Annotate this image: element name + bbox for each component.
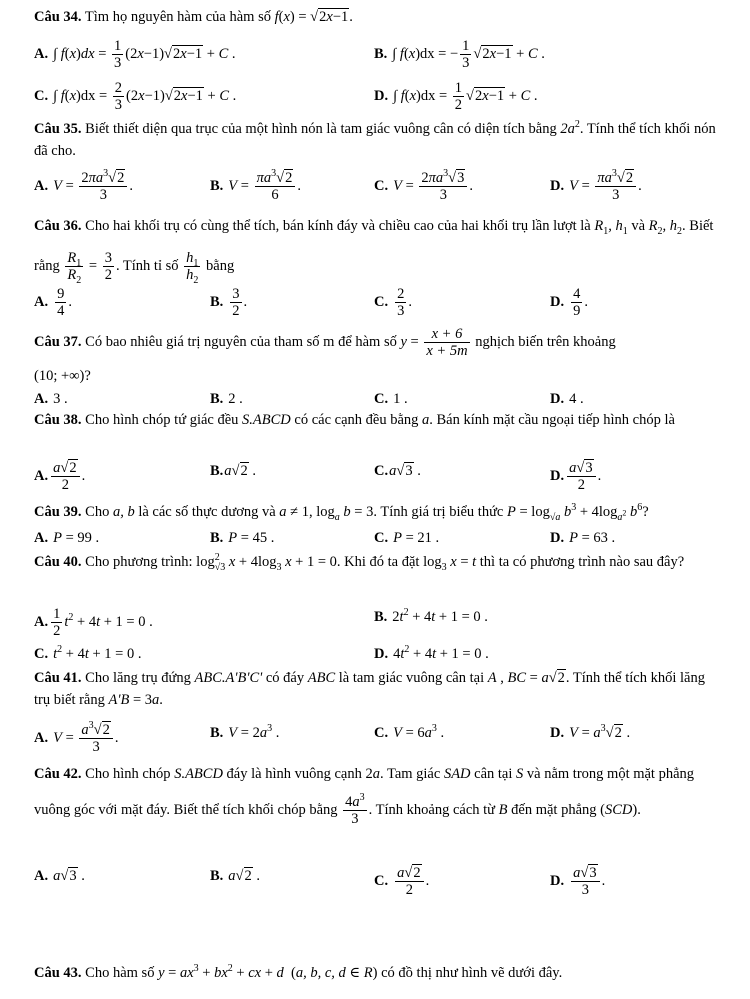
option-39-c[interactable]: C. P = 21 . (374, 530, 440, 546)
question-35: Câu 35. Biết thiết diện qua trục của một hình nón là tam giác vuông cân có diện tích bằng $2a^2$. Tính thể tích khối nón đã cho. (34, 119, 716, 159)
question-43: Câu 43. Cho hàm số $y = ax^3 + bx^2$ + cx + d (a, b, c, d ∈ R) có đồ thị như hình vẽ dưới đây. (34, 963, 563, 981)
question-34: Câu 34. Tìm họ nguyên hàm của hàm số f(x) = √2x−1. (34, 9, 353, 25)
question-42: Câu 42. Cho hình chóp S.ABCD đáy là hình vuông cạnh 2a. Tam giác SAD cân tại S và nằm trong một mặt phẳng vuông góc với mặt đáy. Biết thể tích khối chóp bằng $\frac{4a^3}{3}$ . Tính khoảng cách từ B đến mặt phẳng (SCD). (34, 766, 695, 828)
option-38-a[interactable]: A. $\frac{a√2}{2}$ . (34, 460, 86, 493)
option-39-d[interactable]: D. P = 63 . (550, 530, 616, 546)
question-40: Câu 40. Cho phương trình: $\log^2_{√3} x + 4\log_3$ x + 1 = 0. Khi đó ta đặt $\log_3 x = t$ thì ta có phương trình nào sau đây? (34, 552, 685, 573)
option-37-d[interactable]: D. 4 . (550, 391, 584, 407)
option-34-a[interactable]: A. ∫ f(x)dx = $\frac{1}{3}$ (2x−1)√2x−1 + C . (34, 38, 236, 71)
option-37-a[interactable]: A. 3 . (34, 391, 68, 407)
option-36-a[interactable]: A. $\frac{9}{4}$ . (34, 286, 72, 319)
question-label: Câu 34. (34, 9, 82, 25)
option-34-d[interactable]: D. ∫ f(x)dx = $\frac{1}{2}$ √2x−1 + C . (374, 80, 538, 113)
option-35-a[interactable]: A. V = $\frac{2\pi a^3√2}{3}$ . (34, 168, 134, 203)
question-36: Câu 36. Cho hai khối trụ có cùng thể tích, bán kính đáy và chiều cao của hai khối trụ lần lượt là $R_1$, $h_1$ và $R_2$, $h_2$. Biết rằng $\frac{R_1}{R_2}$ = $\frac{3}{2}$ . Tính tỉ số $\frac{h_1}{h_2}$ bằng (34, 218, 714, 287)
question-39: Câu 39. Cho a, b là các số thực dương và a ≠ 1, $\log_a b = 3$. Tính giá trị biểu thức $P = \log_{√a} b^3 + 4\log_{a^2}$ $b^6$? (34, 502, 649, 523)
option-40-d[interactable]: D. $4t^2 + 4t + 1 = 0$ . (374, 644, 489, 662)
stem-math: f(x) = √2x−1 (274, 9, 349, 25)
option-36-b[interactable]: B. $\frac{3}{2}$ . (210, 286, 248, 319)
option-35-b[interactable]: B. V = $\frac{\pi a^3√2}{6}$ . (210, 168, 301, 203)
option-34-c[interactable]: C. ∫ f(x)dx = $\frac{2}{3}$ (2x−1)√2x−1 + C . (34, 80, 237, 113)
question-37: Câu 37. Có bao nhiêu giá trị nguyên của tham số m để hàm số y = $\frac{x + 6}{x + 5m}$ nghịch biến trên khoảng (10; +∞)? (34, 326, 616, 384)
option-42-b[interactable]: B. a√2 . (210, 868, 261, 884)
option-41-b[interactable]: B. $V = 2a^3$ . (210, 723, 280, 741)
option-39-b[interactable]: B. P = 45 . (210, 530, 275, 546)
option-41-a[interactable]: A. V = $\frac{a^3√2}{3}$ . (34, 720, 119, 755)
option-40-c[interactable]: C. $t^2 + 4t + 1 = 0$ . (34, 644, 142, 662)
option-42-a[interactable]: A. a√3 . (34, 868, 85, 884)
option-42-c[interactable]: C. $\frac{a√2}{2}$ . (374, 865, 430, 898)
option-38-c[interactable]: C.a√3 . (374, 463, 421, 479)
option-39-a[interactable]: A. P = 99 . (34, 530, 100, 546)
option-37-b[interactable]: B. 2 . (210, 391, 243, 407)
option-36-d[interactable]: D. $\frac{4}{9}$ . (550, 286, 588, 319)
option-38-d[interactable]: D. $\frac{a√3}{2}$ . (550, 460, 602, 493)
question-38: Câu 38. Cho hình chóp tứ giác đều S.ABCD có các cạnh đều bằng a. Bán kính mặt cầu ngoại tiếp hình chóp là (34, 412, 675, 428)
question-stem: Tìm họ nguyên hàm của hàm số (84, 9, 271, 25)
option-40-b[interactable]: B. $2t^2 + 4t + 1 = 0$ . (374, 607, 488, 625)
option-34-b[interactable]: B. ∫ f(x)dx = − $\frac{1}{3}$ √2x−1 + C . (374, 38, 545, 71)
option-41-d[interactable]: D. $V = a^3√2$ . (550, 723, 631, 741)
option-35-c[interactable]: C. V = $\frac{2\pi a^3√3}{3}$ . (374, 168, 474, 203)
option-40-a[interactable]: A. $\frac{1}{2}$ $t^2 + 4t + 1 = 0$ . (34, 606, 153, 639)
option-41-c[interactable]: C. $V = 6a^3$ . (374, 723, 445, 741)
question-41: Câu 41. Cho lăng trụ đứng ABC.A'B'C' có đáy ABC là tam giác vuông cân tại A , BC = a√2. Tính thể tích khối lăng trụ biết rằng A'B = 3a. (34, 670, 705, 708)
option-36-c[interactable]: C. $\frac{2}{3}$ . (374, 286, 412, 319)
option-38-b[interactable]: B.a√2 . (210, 463, 257, 479)
option-37-c[interactable]: C. 1 . (374, 391, 408, 407)
option-35-d[interactable]: D. V = $\frac{\pi a^3√2}{3}$ . (550, 168, 642, 203)
option-42-d[interactable]: D. $\frac{a√3}{3}$ . (550, 865, 606, 898)
